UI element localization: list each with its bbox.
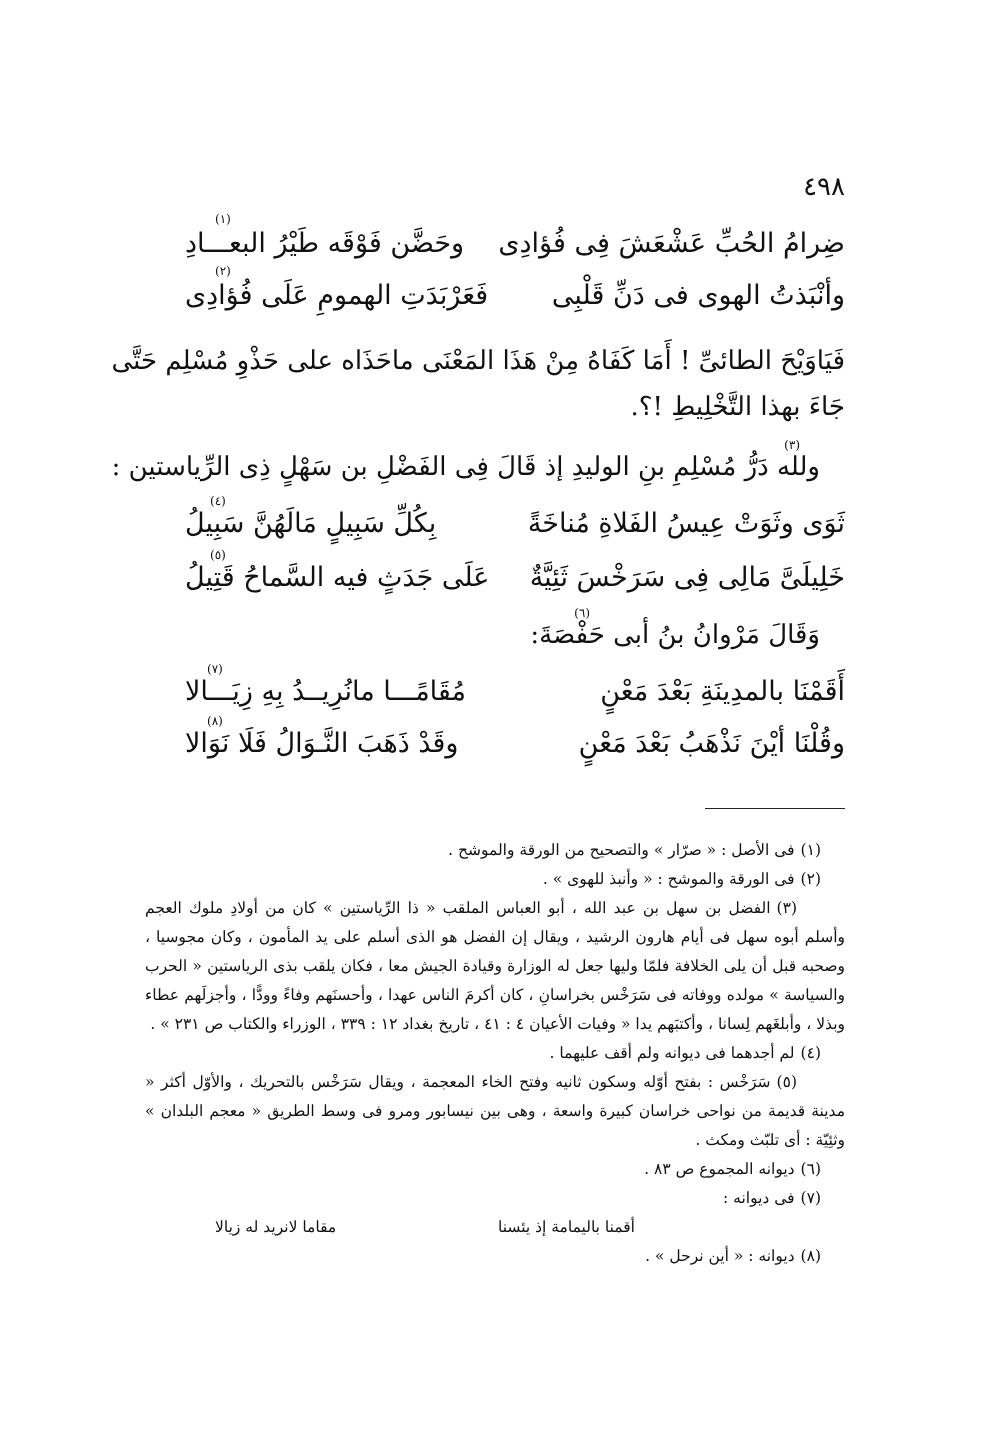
- footnote-number: (٨): [800, 1247, 821, 1265]
- verse-line: [185, 264, 845, 320]
- footnote: [145, 1242, 821, 1271]
- footnote: [145, 836, 821, 865]
- verse-hemistich-second: بِكُلِّ سَبِيلٍ مَالَهُنَّ سَبِيلُ: [185, 508, 437, 539]
- quoted-hemistich-first: أقمنا باليمامة إذ يئسنا: [497, 1218, 635, 1236]
- prose-line: [112, 452, 820, 482]
- prose-line: فَيَاوَيْحَ الطائىِّ ! أَمَا كَفَاهُ مِنْ هَذَا المَعْنَى ماحَذَاه على حَذْوِ مُسْلِم حَتَّى: [111, 346, 845, 376]
- footnote-number: (٥): [776, 1073, 797, 1091]
- verse-line: [185, 714, 845, 768]
- verse-hemistich-second: فَعَرْبَدَتِ الهمومِ عَلَى فُؤادِى: [185, 280, 489, 311]
- verse-hemistich-first: وقُلْنَا أيْنَ نَذْهَبُ بَعْدَ مَعْنٍ: [578, 728, 845, 759]
- verse-hemistich-first: وأنْبَذتُ الهوى فى دَنِّ قَلْبِى: [551, 280, 845, 311]
- footnote-text: ديوانه المجموع ص ٨٣ .: [644, 1160, 795, 1178]
- footnote-marker: (١): [215, 212, 231, 226]
- verse-hemistich-first: ثَوَى وثَوَتْ عِيسُ الفَلاةِ مُناخَةً: [527, 508, 845, 539]
- footnote-number: (٧): [800, 1189, 821, 1207]
- prose-line: [530, 620, 820, 650]
- prose-line: جَاءَ بهذا التَّخْلِيطِ !؟.: [630, 392, 845, 422]
- footnote: [145, 865, 821, 894]
- footnote-text: سَرَخْس : بفتح أوّله وسكون ثانيه وفتح الخاء المعجمة ، ويقال سَرَخْس بالتحريك ، والأوّل أكثر « مدينة قديمة من نواحى خراسان كبيرة واسعة ، وهى بين نيسابور ومرو فى وسط الطريق « معجم البلدان » وثئِيّة : أى تلبّث ومكث .: [145, 1073, 845, 1149]
- footnote: [145, 1155, 821, 1184]
- quoted-hemistich-second: مقاما لانريد له زيالا: [215, 1218, 337, 1236]
- footnote-number: (٤): [800, 1044, 821, 1062]
- footnote-text: فى الأصل : « صرّار » والتصحيح من الورقة والموشح .: [448, 841, 795, 859]
- footnote-number: (١): [800, 841, 821, 859]
- verse-hemistich-second: وحَضَّن فَوْقَه طَيْرُ البعـــادِ: [185, 228, 465, 259]
- prose-text: ولله دَرُّ مُسْلِمِ بنِ الوليدِ إذ قَالَ فِى الفَضْلِ بن سَهْلٍ ذِى الرِّياستين :: [111, 452, 820, 482]
- footnote-text: ديوانه : « أين نرحل » .: [645, 1247, 795, 1265]
- footnote-text: لم أجدهما فى ديوانه ولم أقف عليهما .: [549, 1044, 795, 1062]
- footnote-number: (٣): [776, 899, 797, 917]
- verse-line: [185, 662, 845, 716]
- footnote-text: الفضل بن سهل بن عبد الله ، أبو العباس الملقب « ذا الرِّياستين » كان من أولادِ ملوك العجم وأسلم أبوه سهل فى أيام هارون الرشيد ، ويقال إن الفضل هو الذى أسلم على يد المأمون ، وكان مجوسيا ، وصحبه قبل أن يلى الخلافة فلمّا وليها جعل له الوزارة وقيادة الجيش معا ، فكان يلقب بذى الرياستين « الحرب والسياسة » مولده ووفاته فى سَرَخْس بخراسانِ ، كان أكرمَ الناس عهدا ، وأحسنَهم وفاءً وودًّا ، وأجزلَهم عطاء وبذلا ، وأبلغَهم لِسانا ، وأكتبَهم يدا « وفيات الأعيان ٤ : ٤١ ، تاريخ بغداد ١٢ : ٣٣٩ ، الوزراء والكتاب ص ٢٣١ » .: [145, 899, 845, 1033]
- footnote-number: (٦): [800, 1160, 821, 1178]
- footnote: [145, 1039, 821, 1068]
- footnote-text: فى الورقة والموشح : « وأنبذ للهوى » .: [542, 870, 795, 888]
- verse-hemistich-second: وقَدْ ذَهَبَ النَّـوَالُ فَلَا نَوَالا: [185, 728, 459, 759]
- verse-line: [185, 494, 845, 548]
- footnote-quoted-verse: [215, 1213, 635, 1242]
- footnote-marker: (٧): [207, 662, 223, 676]
- footnote-number: (٢): [800, 870, 821, 888]
- verse-hemistich-second: عَلَى جَدَثٍ فيه السَّماحُ قَتِيلُ: [185, 562, 490, 593]
- footnote-marker: (٥): [210, 548, 226, 562]
- footnote: [145, 1068, 845, 1155]
- verse-hemistich-first: ضِرامُ الحُبِّ عَشْعَشَ فِى فُؤادِى: [498, 228, 845, 259]
- verse-line: [185, 212, 845, 268]
- verse-hemistich-first: خَلِيلَىَّ مَالِى فِى سَرَخْسَ ثَئِيَّةٌ: [529, 562, 845, 593]
- page-number: ٤٩٨: [803, 172, 845, 202]
- footnote: [145, 1184, 821, 1213]
- verse-line: [185, 548, 845, 602]
- footnote-marker: (٣): [784, 438, 800, 452]
- footnote-marker: (٢): [215, 264, 231, 278]
- prose-text: وَقَالَ مَرْوانُ بنُ أبى حَفْصَةَ:: [530, 620, 820, 650]
- footnotes: [145, 836, 845, 1271]
- footnote: [145, 894, 845, 1039]
- footnote-marker: (٦): [574, 606, 590, 620]
- footnote-separator: [705, 808, 845, 809]
- verse-hemistich-second: مُقَامًـــا مانُرِيــدُ بِهِ زِيَـــالا: [185, 676, 467, 707]
- footnote-text: فى ديوانه :: [722, 1189, 795, 1207]
- verse-hemistich-first: أَقَمْنَا بالمدِينَةِ بَعْدَ مَعْنٍ: [600, 676, 845, 707]
- footnote-marker: (٤): [210, 494, 226, 508]
- footnote-marker: (٨): [207, 714, 223, 728]
